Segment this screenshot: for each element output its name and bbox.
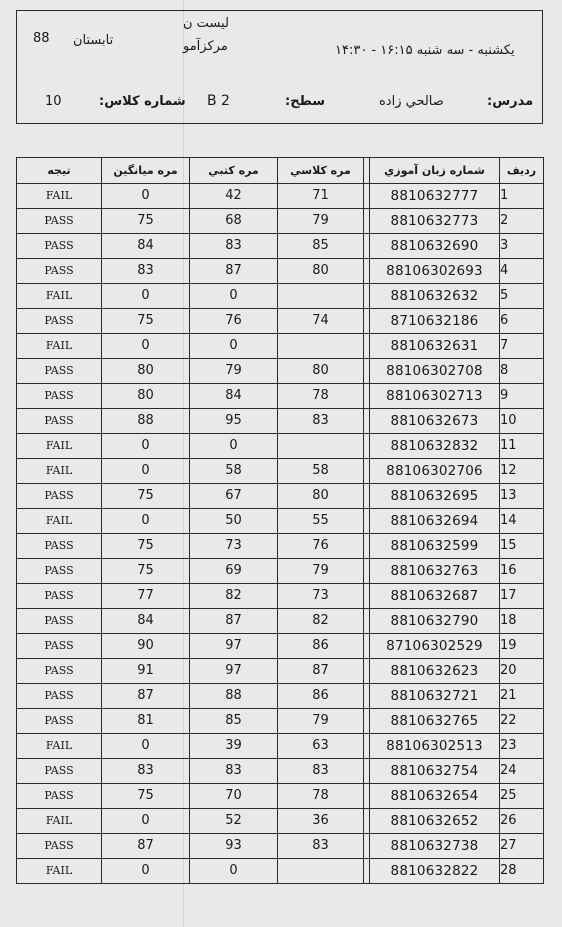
row-number-cell: 22 [500, 709, 544, 734]
written-score-cell: 97 [190, 659, 278, 684]
written-score-cell: 95 [190, 409, 278, 434]
result-cell: PASS [17, 684, 102, 709]
class-score-cell: 85 [278, 234, 364, 259]
class-score-cell: 78 [278, 784, 364, 809]
row-number-cell: 10 [500, 409, 544, 434]
year: 88 [33, 31, 50, 46]
result-cell: FAIL [17, 434, 102, 459]
table-row [17, 534, 544, 559]
student-id-cell: 8710632186 [370, 309, 500, 334]
row-number-cell: 3 [500, 234, 544, 259]
table-row [17, 334, 544, 359]
written-score-cell: 0 [190, 284, 278, 309]
average-score-cell: 75 [102, 484, 190, 509]
average-score-cell: 84 [102, 609, 190, 634]
class-score-cell: 73 [278, 584, 364, 609]
student-id-cell: 8810632632 [370, 284, 500, 309]
written-score-cell: 87 [190, 259, 278, 284]
class-score-cell: 82 [278, 609, 364, 634]
class-score-cell: 36 [278, 809, 364, 834]
result-cell: PASS [17, 559, 102, 584]
fold-gap [364, 434, 370, 459]
student-id-cell: 8810632763 [370, 559, 500, 584]
written-score-cell: 52 [190, 809, 278, 834]
written-score-cell: 82 [190, 584, 278, 609]
class-score-cell: 80 [278, 484, 364, 509]
class-score-cell: 79 [278, 209, 364, 234]
fold-gap [364, 634, 370, 659]
student-id-cell: 8810632623 [370, 659, 500, 684]
student-id-cell: 88106302706 [370, 459, 500, 484]
student-id-cell: 8810632673 [370, 409, 500, 434]
result-cell: PASS [17, 834, 102, 859]
fold-gap [364, 384, 370, 409]
average-score-cell: 75 [102, 559, 190, 584]
fold-gap [364, 734, 370, 759]
fold-gap [364, 259, 370, 284]
class-number: 10 [45, 94, 62, 109]
row-number-cell: 1 [500, 184, 544, 209]
table-row [17, 184, 544, 209]
row-number-cell: 18 [500, 609, 544, 634]
student-id-cell: 8810632822 [370, 859, 500, 884]
table-row [17, 584, 544, 609]
class-score-cell: 83 [278, 834, 364, 859]
result-cell: FAIL [17, 859, 102, 884]
student-id-cell: 8810632694 [370, 509, 500, 534]
table-row [17, 359, 544, 384]
result-cell: PASS [17, 309, 102, 334]
average-score-cell: 83 [102, 759, 190, 784]
written-score-cell: 67 [190, 484, 278, 509]
student-id-cell: 87106302529 [370, 634, 500, 659]
result-cell: FAIL [17, 809, 102, 834]
written-score-cell: 79 [190, 359, 278, 384]
fold-gap [364, 859, 370, 884]
result-cell: PASS [17, 484, 102, 509]
fold-gap [364, 559, 370, 584]
teacher-label: مدرس: [487, 94, 534, 109]
written-score-cell: 85 [190, 709, 278, 734]
row-number-cell: 2 [500, 209, 544, 234]
student-id-cell: 8810632654 [370, 784, 500, 809]
fold-gap [364, 459, 370, 484]
table-row [17, 509, 544, 534]
student-id-cell: 88106302713 [370, 384, 500, 409]
table-row [17, 659, 544, 684]
student-id-cell: 88106302513 [370, 734, 500, 759]
class-score-cell: 71 [278, 184, 364, 209]
result-cell: PASS [17, 584, 102, 609]
fold-gap [364, 484, 370, 509]
fold-gap [364, 509, 370, 534]
average-score-cell: 0 [102, 434, 190, 459]
result-cell: PASS [17, 634, 102, 659]
row-number-cell: 14 [500, 509, 544, 534]
result-cell: PASS [17, 659, 102, 684]
table-row [17, 684, 544, 709]
class-score-cell: 55 [278, 509, 364, 534]
class-score-cell: 80 [278, 359, 364, 384]
table-row [17, 284, 544, 309]
level: B 2 [207, 93, 230, 109]
row-number-cell: 7 [500, 334, 544, 359]
schedule: یکشنبه - سه شنبه ۱۶:۱۵ - ۱۴:۳۰ [335, 43, 515, 58]
result-cell: PASS [17, 359, 102, 384]
result-cell: FAIL [17, 184, 102, 209]
result-cell: PASS [17, 709, 102, 734]
average-score-cell: 75 [102, 784, 190, 809]
written-score-cell: 68 [190, 209, 278, 234]
written-score-cell: 84 [190, 384, 278, 409]
fold-gap [364, 309, 370, 334]
class-score-cell: 58 [278, 459, 364, 484]
written-score-cell: 39 [190, 734, 278, 759]
table-body [17, 184, 544, 884]
written-score-cell: 70 [190, 784, 278, 809]
row-number-cell: 11 [500, 434, 544, 459]
written-score-cell: 42 [190, 184, 278, 209]
written-score-cell: 0 [190, 859, 278, 884]
table-row [17, 459, 544, 484]
fold-gap [364, 284, 370, 309]
fold-gap [364, 834, 370, 859]
table-row [17, 734, 544, 759]
average-score-cell: 87 [102, 684, 190, 709]
result-cell: PASS [17, 234, 102, 259]
table-row [17, 559, 544, 584]
row-number-cell: 20 [500, 659, 544, 684]
table-row [17, 709, 544, 734]
student-id-cell: 8810632695 [370, 484, 500, 509]
class-score-cell: 79 [278, 559, 364, 584]
fold-gap [364, 709, 370, 734]
table-row [17, 609, 544, 634]
table-row [17, 484, 544, 509]
level-label: سطح: [285, 94, 326, 109]
written-score-cell: 0 [190, 434, 278, 459]
term: تابستان [73, 33, 114, 48]
row-number-cell: 6 [500, 309, 544, 334]
row-number-cell: 15 [500, 534, 544, 559]
center-name: مرکزآمو [183, 39, 228, 54]
fold-gap [364, 584, 370, 609]
fold-gap [364, 809, 370, 834]
class-score-cell: 86 [278, 634, 364, 659]
class-score-cell [278, 334, 364, 359]
table-row [17, 759, 544, 784]
row-number-cell: 25 [500, 784, 544, 809]
row-number-cell: 17 [500, 584, 544, 609]
table-row [17, 309, 544, 334]
col-header-average-score: مره میانگین [102, 158, 190, 184]
average-score-cell: 90 [102, 634, 190, 659]
average-score-cell: 75 [102, 534, 190, 559]
fold-gap [364, 158, 370, 184]
result-cell: FAIL [17, 284, 102, 309]
grades-table [16, 157, 544, 884]
result-cell: PASS [17, 409, 102, 434]
table-header-row [17, 158, 544, 184]
fold-gap [364, 784, 370, 809]
table-row [17, 809, 544, 834]
average-score-cell: 87 [102, 834, 190, 859]
written-score-cell: 83 [190, 759, 278, 784]
class-score-cell: 63 [278, 734, 364, 759]
fold-gap [364, 409, 370, 434]
student-id-cell: 8810632790 [370, 609, 500, 634]
fold-gap [364, 659, 370, 684]
written-score-cell: 87 [190, 609, 278, 634]
student-id-cell: 8810632765 [370, 709, 500, 734]
table-row [17, 859, 544, 884]
written-score-cell: 93 [190, 834, 278, 859]
average-score-cell: 75 [102, 209, 190, 234]
student-id-cell: 8810632631 [370, 334, 500, 359]
table-row [17, 784, 544, 809]
class-score-cell [278, 434, 364, 459]
row-number-cell: 12 [500, 459, 544, 484]
row-number-cell: 8 [500, 359, 544, 384]
row-number-cell: 24 [500, 759, 544, 784]
average-score-cell: 81 [102, 709, 190, 734]
table-row [17, 409, 544, 434]
result-cell: FAIL [17, 459, 102, 484]
average-score-cell: 0 [102, 459, 190, 484]
col-header-written-score: مره كتبي [190, 158, 278, 184]
table-row [17, 834, 544, 859]
student-id-cell: 8810632773 [370, 209, 500, 234]
fold-gap [364, 759, 370, 784]
fold-gap [364, 209, 370, 234]
result-cell: PASS [17, 784, 102, 809]
written-score-cell: 69 [190, 559, 278, 584]
table-row [17, 634, 544, 659]
result-cell: PASS [17, 209, 102, 234]
result-cell: FAIL [17, 509, 102, 534]
class-score-cell: 76 [278, 534, 364, 559]
average-score-cell: 83 [102, 259, 190, 284]
fold-gap [364, 234, 370, 259]
list-title: لیست ن [183, 16, 229, 31]
class-score-cell: 74 [278, 309, 364, 334]
col-header-row-number: ردیف [500, 158, 544, 184]
fold-gap [364, 684, 370, 709]
table-row [17, 384, 544, 409]
class-score-cell: 83 [278, 759, 364, 784]
row-number-cell: 21 [500, 684, 544, 709]
average-score-cell: 0 [102, 859, 190, 884]
written-score-cell: 58 [190, 459, 278, 484]
result-cell: PASS [17, 384, 102, 409]
average-score-cell: 91 [102, 659, 190, 684]
row-number-cell: 9 [500, 384, 544, 409]
average-score-cell: 75 [102, 309, 190, 334]
row-number-cell: 26 [500, 809, 544, 834]
class-score-cell: 80 [278, 259, 364, 284]
row-number-cell: 23 [500, 734, 544, 759]
average-score-cell: 80 [102, 359, 190, 384]
fold-gap [364, 359, 370, 384]
average-score-cell: 0 [102, 734, 190, 759]
row-number-cell: 5 [500, 284, 544, 309]
class-score-cell: 79 [278, 709, 364, 734]
table-row [17, 234, 544, 259]
average-score-cell: 0 [102, 809, 190, 834]
fold-gap [364, 334, 370, 359]
result-cell: PASS [17, 534, 102, 559]
average-score-cell: 0 [102, 509, 190, 534]
written-score-cell: 0 [190, 334, 278, 359]
class-score-cell: 83 [278, 409, 364, 434]
written-score-cell: 50 [190, 509, 278, 534]
student-id-cell: 88106302708 [370, 359, 500, 384]
student-id-cell: 8810632754 [370, 759, 500, 784]
result-cell: FAIL [17, 334, 102, 359]
row-number-cell: 28 [500, 859, 544, 884]
student-id-cell: 8810632687 [370, 584, 500, 609]
result-cell: PASS [17, 609, 102, 634]
student-id-cell: 8810632690 [370, 234, 500, 259]
class-score-cell [278, 284, 364, 309]
student-id-cell: 8810632652 [370, 809, 500, 834]
fold-gap [364, 609, 370, 634]
class-score-cell: 78 [278, 384, 364, 409]
table-row [17, 259, 544, 284]
written-score-cell: 76 [190, 309, 278, 334]
header-box [16, 10, 543, 124]
fold-gap [364, 534, 370, 559]
result-cell: FAIL [17, 734, 102, 759]
row-number-cell: 4 [500, 259, 544, 284]
student-id-cell: 8810632832 [370, 434, 500, 459]
row-number-cell: 19 [500, 634, 544, 659]
written-score-cell: 88 [190, 684, 278, 709]
col-header-class-score: مره كلاسي [278, 158, 364, 184]
table-row [17, 209, 544, 234]
row-number-cell: 13 [500, 484, 544, 509]
written-score-cell: 73 [190, 534, 278, 559]
teacher: صالحي زاده [379, 94, 444, 109]
col-header-result: تیجه [17, 158, 102, 184]
written-score-cell: 97 [190, 634, 278, 659]
col-header-student-id: شماره زبان آموزي [370, 158, 500, 184]
student-id-cell: 8810632738 [370, 834, 500, 859]
average-score-cell: 77 [102, 584, 190, 609]
average-score-cell: 88 [102, 409, 190, 434]
class-score-cell: 87 [278, 659, 364, 684]
average-score-cell: 0 [102, 334, 190, 359]
average-score-cell: 80 [102, 384, 190, 409]
class-number-label: شماره کلاس: [99, 94, 186, 109]
table-row [17, 434, 544, 459]
average-score-cell: 84 [102, 234, 190, 259]
result-cell: PASS [17, 259, 102, 284]
class-score-cell: 86 [278, 684, 364, 709]
class-score-cell [278, 859, 364, 884]
student-id-cell: 88106302693 [370, 259, 500, 284]
row-number-cell: 27 [500, 834, 544, 859]
average-score-cell: 0 [102, 184, 190, 209]
average-score-cell: 0 [102, 284, 190, 309]
result-cell: PASS [17, 759, 102, 784]
fold-gap [364, 184, 370, 209]
row-number-cell: 16 [500, 559, 544, 584]
student-id-cell: 8810632721 [370, 684, 500, 709]
student-id-cell: 8810632777 [370, 184, 500, 209]
student-id-cell: 8810632599 [370, 534, 500, 559]
written-score-cell: 83 [190, 234, 278, 259]
